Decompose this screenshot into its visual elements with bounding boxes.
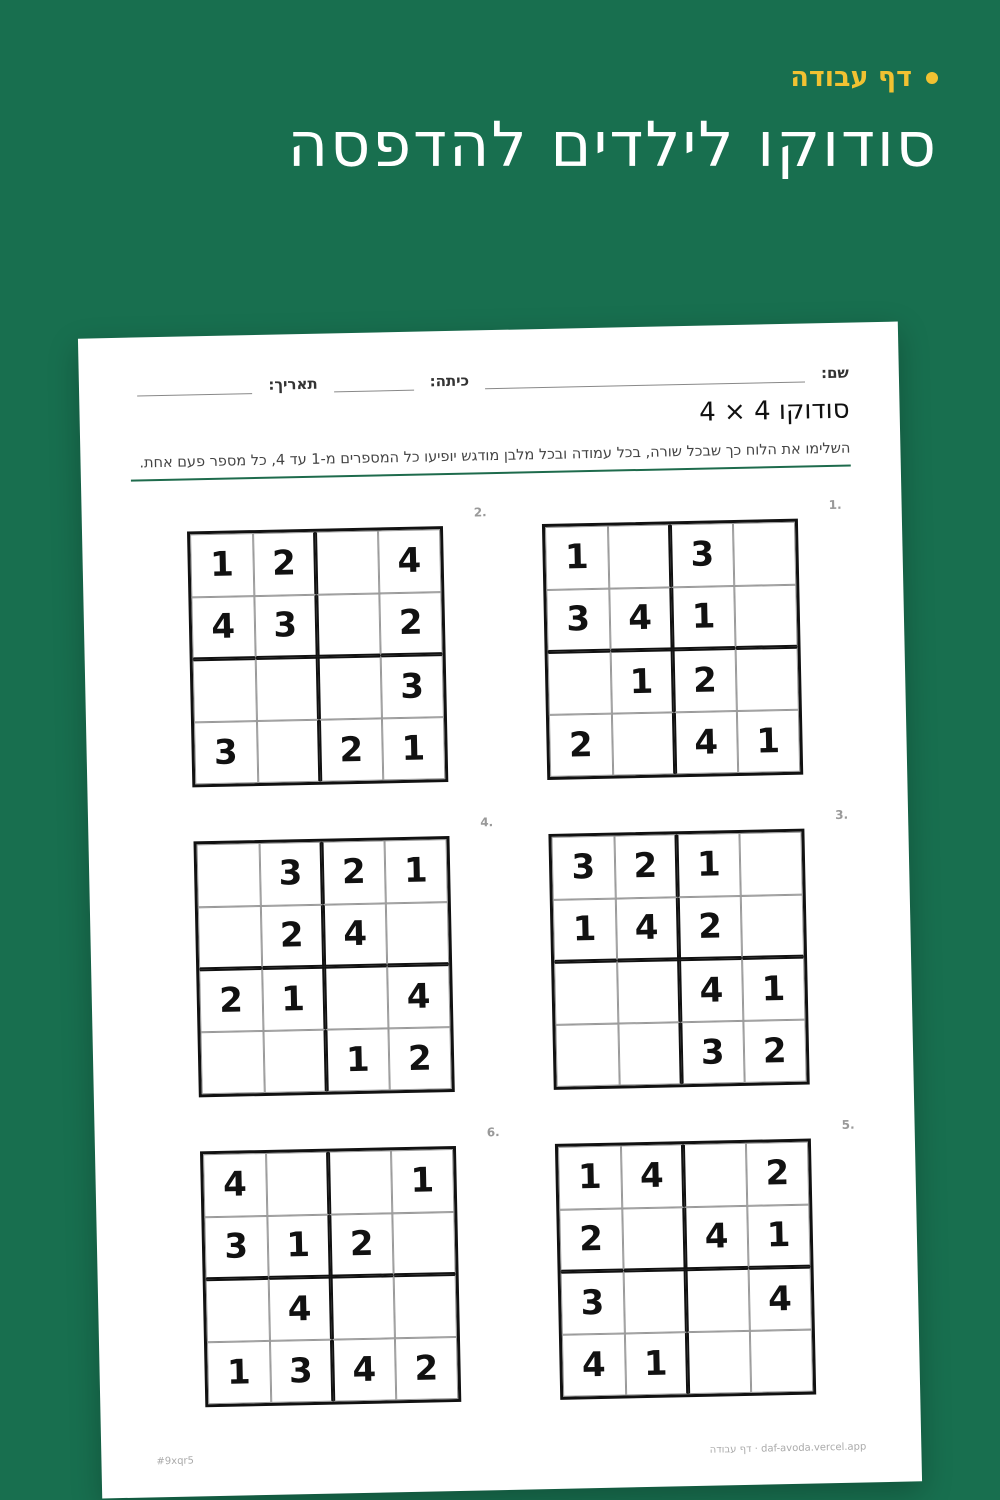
sudoku-grid	[193, 836, 454, 1097]
sudoku-cell[interactable]	[735, 647, 799, 711]
sudoku-cell[interactable]: 2	[743, 1019, 807, 1083]
sudoku-cell[interactable]	[318, 655, 382, 719]
sudoku-cell[interactable]: 2	[394, 1336, 458, 1400]
sudoku-grid	[555, 1139, 816, 1400]
sudoku-cell[interactable]	[732, 522, 796, 586]
sudoku-cell[interactable]: 1	[190, 533, 254, 597]
sudoku-cell[interactable]: 3	[194, 721, 258, 785]
sudoku-cell[interactable]	[623, 1269, 687, 1333]
sudoku-cell[interactable]: 2	[260, 904, 324, 968]
sudoku-cell[interactable]: 2	[253, 532, 317, 596]
sudoku-grid	[187, 526, 448, 787]
sudoku-cell[interactable]: 4	[615, 897, 679, 961]
name-label: שם:	[820, 363, 850, 383]
sudoku-cell[interactable]: 3	[546, 588, 610, 652]
sudoku-cell[interactable]: 3	[269, 1339, 333, 1403]
sudoku-cell[interactable]: 4	[748, 1267, 812, 1331]
sudoku-cell[interactable]	[263, 1029, 327, 1093]
sudoku-cell[interactable]: 3	[204, 1215, 268, 1279]
sudoku-puzzle-4	[193, 815, 494, 1097]
sudoku-cell[interactable]: 4	[387, 964, 451, 1028]
sudoku-cell[interactable]: 3	[254, 594, 318, 658]
sudoku-cell[interactable]: 2	[379, 592, 443, 656]
sudoku-cell[interactable]: 4	[562, 1333, 626, 1397]
sudoku-cell[interactable]: 1	[391, 1149, 455, 1213]
name-line[interactable]	[485, 363, 805, 389]
date-line[interactable]	[137, 375, 252, 396]
class-label: כיתה:	[429, 371, 470, 391]
worksheet-instructions: השלימו את הלוח כך שבכל שורה, בכל עמודה ובכל מלבן מודגש יופיעו כל המספרים מ-1 עד 4, כל מספר פעם אחת.	[130, 441, 850, 482]
sudoku-cell[interactable]	[197, 843, 261, 907]
sudoku-cell[interactable]: 1	[207, 1340, 271, 1404]
sudoku-grid	[200, 1146, 461, 1407]
sudoku-cell[interactable]: 2	[329, 1213, 393, 1277]
eyebrow	[790, 62, 938, 93]
sudoku-cell[interactable]	[749, 1329, 813, 1393]
sudoku-cell[interactable]: 4	[609, 587, 673, 651]
sudoku-cell[interactable]: 4	[332, 1338, 396, 1402]
sudoku-cell[interactable]	[206, 1278, 270, 1342]
sudoku-cell[interactable]: 1	[671, 586, 735, 650]
sudoku-cell[interactable]: 3	[551, 836, 615, 900]
sudoku-cell[interactable]	[687, 1330, 751, 1394]
worksheet-sheet	[78, 322, 922, 1499]
sudoku-cell[interactable]: 2	[388, 1027, 452, 1091]
sudoku-cell[interactable]	[740, 894, 804, 958]
sudoku-cell[interactable]	[198, 906, 262, 970]
sudoku-cell[interactable]: 1	[676, 833, 740, 897]
sudoku-cell[interactable]: 2	[322, 840, 386, 904]
sudoku-grid	[548, 829, 809, 1090]
sudoku-cell[interactable]: 1	[325, 1028, 389, 1092]
sudoku-puzzle-5	[555, 1117, 855, 1400]
sudoku-cell[interactable]: 4	[268, 1277, 332, 1341]
eyebrow-label: דף עבודה	[790, 62, 912, 93]
sudoku-cell[interactable]	[385, 902, 449, 966]
class-line[interactable]	[333, 372, 413, 393]
sudoku-cell[interactable]	[256, 719, 320, 783]
sudoku-puzzle-3	[548, 807, 849, 1090]
sudoku-cell[interactable]: 2	[559, 1208, 623, 1272]
sudoku-cell[interactable]	[315, 530, 379, 594]
sudoku-cell[interactable]: 4	[679, 958, 743, 1022]
worksheet-title: סודוקו 4 × 4	[698, 394, 850, 428]
sudoku-cell[interactable]: 1	[747, 1204, 811, 1268]
sudoku-cell[interactable]: 3	[680, 1020, 744, 1084]
sudoku-cell[interactable]	[324, 965, 388, 1029]
sudoku-cell[interactable]: 3	[670, 523, 734, 587]
sudoku-cell[interactable]	[734, 584, 798, 648]
sudoku-cell[interactable]: 3	[380, 654, 444, 718]
sudoku-cell[interactable]	[611, 712, 675, 776]
sudoku-cell[interactable]: 1	[610, 649, 674, 713]
sudoku-cell[interactable]: 1	[267, 1214, 331, 1278]
sudoku-cell[interactable]: 3	[561, 1271, 625, 1335]
sudoku-cell[interactable]	[200, 1030, 264, 1094]
sudoku-puzzle-1	[542, 497, 842, 780]
puzzle-number: 5.	[841, 1117, 855, 1132]
sudoku-cell[interactable]: 1	[736, 709, 800, 773]
puzzle-number: 1.	[828, 497, 842, 513]
sudoku-cell[interactable]: 4	[191, 596, 255, 660]
sudoku-cell[interactable]: 1	[742, 957, 806, 1021]
sudoku-cell[interactable]: 1	[624, 1332, 688, 1396]
sudoku-cell[interactable]: 1	[553, 898, 617, 962]
sudoku-cell[interactable]: 4	[620, 1144, 684, 1208]
sudoku-cell[interactable]	[686, 1268, 750, 1332]
footer-site: daf-avoda.vercel.app · דף עבודה	[709, 1441, 867, 1456]
sudoku-cell[interactable]	[328, 1150, 392, 1214]
sudoku-cell[interactable]: 2	[673, 648, 737, 712]
sudoku-cell[interactable]: 2	[549, 713, 613, 777]
puzzle-number: 6.	[486, 1125, 500, 1140]
sudoku-cell[interactable]	[622, 1207, 686, 1271]
sudoku-cell[interactable]: 1	[262, 967, 326, 1031]
page-title: סודוקו לילדים להדפסה	[287, 108, 938, 181]
sudoku-cell[interactable]	[683, 1143, 747, 1207]
puzzle-number: 2.	[473, 505, 487, 520]
sudoku-cell[interactable]: 4	[674, 711, 738, 775]
footer-code: #9xqr5	[156, 1455, 195, 1468]
sudoku-cell[interactable]: 2	[614, 834, 678, 898]
date-label: תאריך:	[268, 374, 318, 394]
sudoku-puzzle-6	[200, 1125, 500, 1407]
sudoku-cell[interactable]: 1	[558, 1146, 622, 1210]
sudoku-cell[interactable]: 4	[684, 1205, 748, 1269]
sudoku-cell[interactable]	[266, 1152, 330, 1216]
sudoku-cell[interactable]: 1	[545, 526, 609, 590]
sudoku-cell[interactable]	[316, 593, 380, 657]
sudoku-cell[interactable]: 1	[384, 839, 448, 903]
sudoku-cell[interactable]	[618, 1022, 682, 1086]
sudoku-cell[interactable]: 2	[199, 968, 263, 1032]
sudoku-cell[interactable]: 4	[378, 529, 442, 593]
puzzle-number: 3.	[835, 807, 849, 822]
sudoku-cell[interactable]	[393, 1274, 457, 1338]
sudoku-cell[interactable]: 3	[259, 842, 323, 906]
sudoku-cell[interactable]: 2	[745, 1142, 809, 1206]
student-fields	[129, 363, 849, 397]
sudoku-cell[interactable]: 2	[319, 718, 383, 782]
sudoku-cell[interactable]	[739, 832, 803, 896]
sudoku-cell[interactable]: 4	[203, 1153, 267, 1217]
sudoku-cell[interactable]	[607, 524, 671, 588]
sudoku-cell[interactable]	[255, 657, 319, 721]
sudoku-cell[interactable]	[193, 658, 257, 722]
sudoku-grid	[542, 519, 803, 780]
sudoku-cell[interactable]: 4	[323, 903, 387, 967]
sudoku-cell[interactable]	[617, 959, 681, 1023]
sudoku-cell[interactable]	[392, 1212, 456, 1276]
sudoku-cell[interactable]: 2	[678, 895, 742, 959]
sudoku-cell[interactable]	[331, 1275, 395, 1339]
sudoku-cell[interactable]: 1	[381, 717, 445, 781]
sudoku-puzzle-2	[187, 505, 487, 787]
sudoku-cell[interactable]	[548, 651, 612, 715]
puzzle-number: 4.	[480, 815, 494, 830]
sudoku-cell[interactable]	[554, 961, 618, 1025]
bullet-dot-icon	[926, 72, 938, 84]
sudoku-cell[interactable]	[555, 1023, 619, 1087]
